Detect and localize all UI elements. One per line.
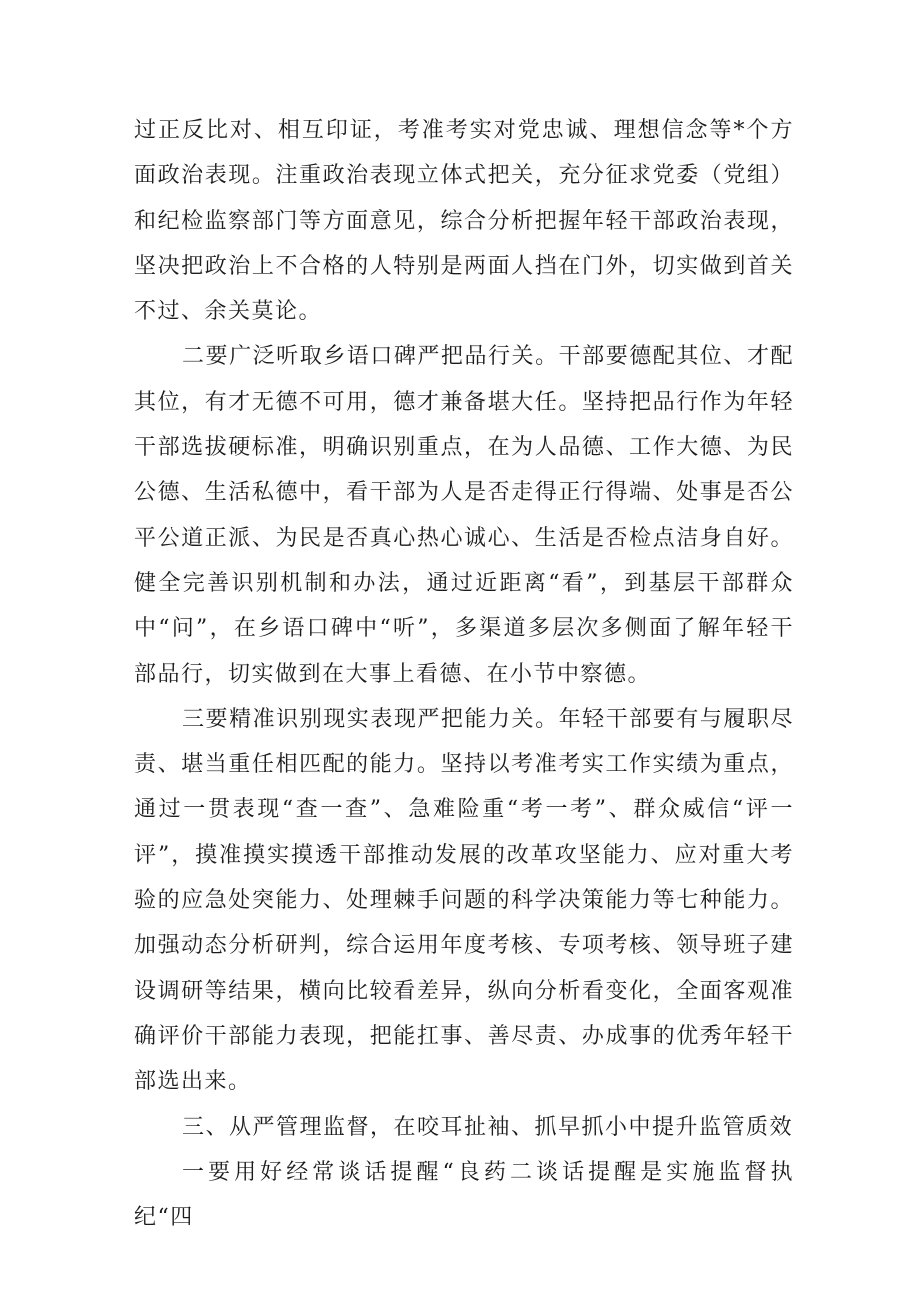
paragraph-conversation-reminder: 一要用好经常谈话提醒“良药二谈话提醒是实施监督执纪“四 (134, 1159, 794, 1231)
paragraph-character-check: 二要广泛听取乡语口碑严把品行关。干部要德配其位、才配其位，有才无德不可用，德才兼备堪大任。坚持把品行作为年轻干部选拔硬标准，明确识别重点，在为人品德、工作大德、为民公德、生活私德中，看干部为人是否走得正行得端、处事是否公平公道正派、为民是否真心热心诚心、生活是否检点洁身自好。健全完善识别机制和办法，通过近距离“看”，到基层干部群众中“问”，在乡语口碑中“听”，多渠道多层次多侧面了解年轻干部品行，切实做到在大事上看德、在小节中察德。 (134, 344, 794, 687)
document-body (134, 108, 794, 1240)
section-heading-supervision: 三、从严管理监督，在咬耳扯袖、抓早抓小中提升监管质效 (182, 1114, 794, 1140)
paragraph-ability-check: 三要精准识别现实表现严把能力关。年轻干部要有与履职尽责、堪当重任相匹配的能力。坚持以考准考实工作实绩为重点，通过一贯表现“查一查”、急难险重“考一考”、群众威信“评一评”，摸准摸实摸透干部推动发展的改革攻坚能力、应对重大考验的应急处突能力、处理棘手问题的科学决策能力等七种能力。加强动态分析研判，综合运用年度考核、专项考核、领导班子建设调研等结果，横向比较看差异，纵向分析看变化，全面客观准确评价干部能力表现，把能扛事、善尽责、办成事的优秀年轻干部选出来。 (134, 706, 794, 1095)
paragraph-political-performance: 过正反比对、相互印证，考准考实对党忠诚、理想信念等*个方面政治表现。注重政治表现立体式把关，充分征求党委（党组）和纪检监察部门等方面意见，综合分析把握年轻干部政治表现，坚决把政治上不合格的人特别是两面人挡在门外，切实做到首关不过、余关莫论。 (134, 118, 794, 325)
